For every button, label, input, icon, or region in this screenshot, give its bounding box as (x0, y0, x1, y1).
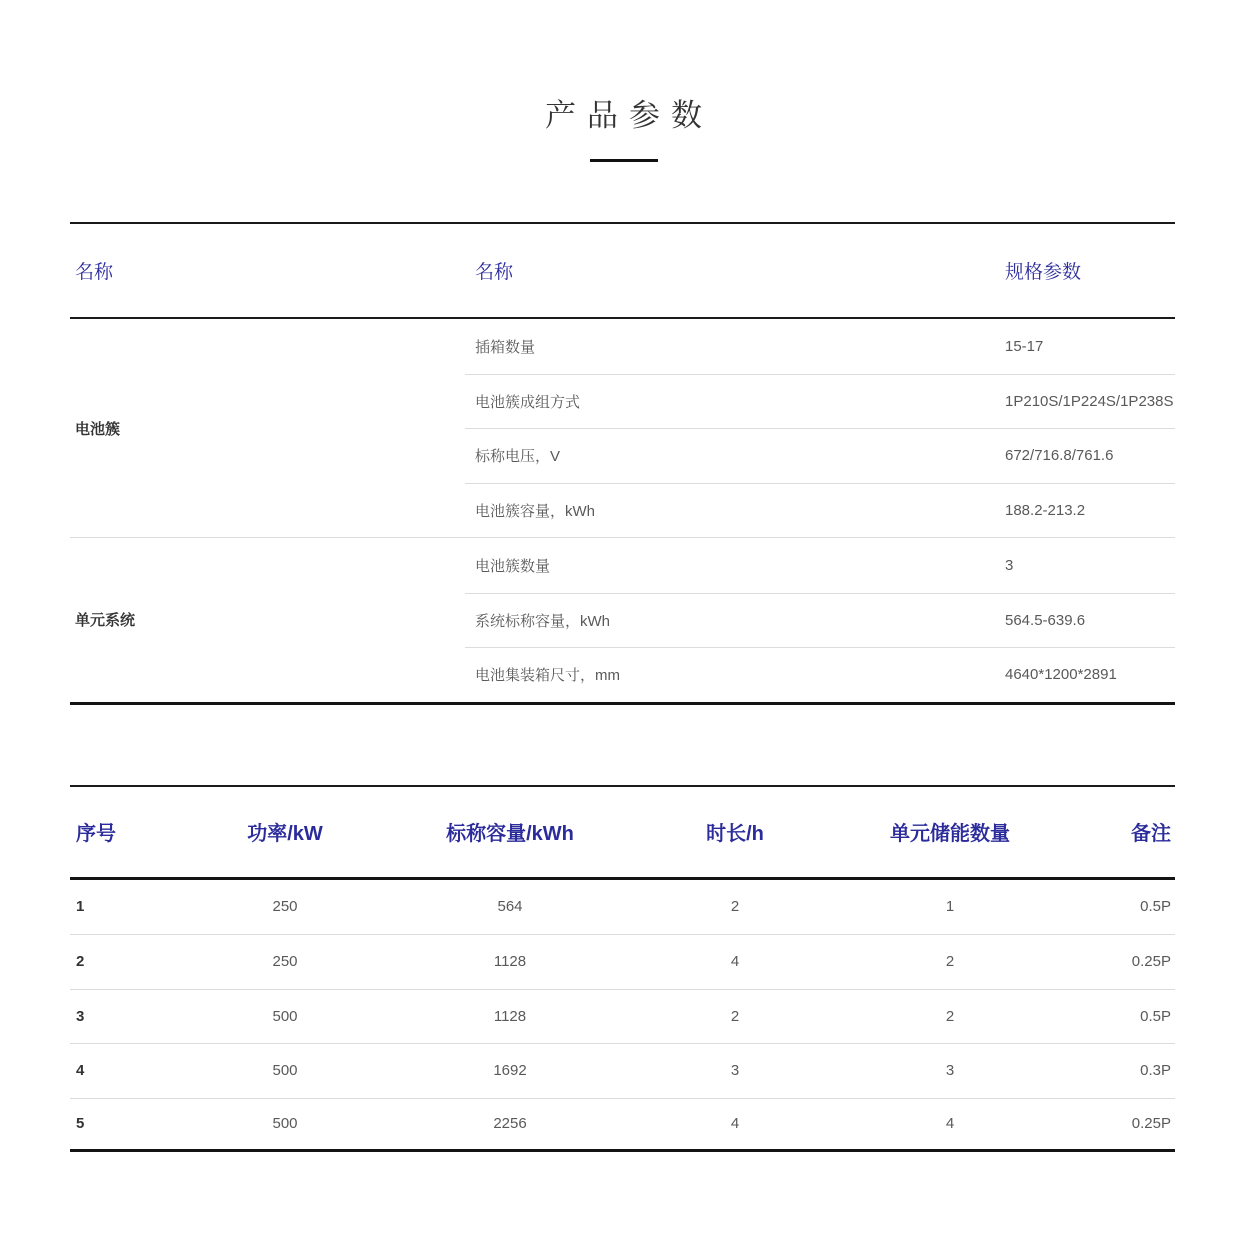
cell-units: 2 (945, 953, 955, 971)
table-row (465, 593, 1175, 648)
cell-remark: 0.5P (1140, 1007, 1171, 1025)
spec-group-label: 单元系统 (75, 612, 136, 630)
cell-index: 3 (76, 1007, 85, 1025)
cell-duration: 3 (730, 1062, 740, 1080)
cell-duration: 2 (730, 898, 740, 916)
cell-power: 500 (272, 1115, 298, 1133)
spec-row-value: 564.5-639.6 (1005, 611, 1086, 629)
spec-row-value: 188.2-213.2 (1005, 501, 1086, 519)
cell-units: 4 (945, 1115, 955, 1133)
spec-table-header (70, 224, 1175, 319)
table-row (465, 647, 1175, 702)
table-row (465, 538, 1175, 593)
model-header-power: 功率/kW (247, 823, 323, 845)
cell-index: 1 (76, 898, 85, 916)
cell-remark: 0.3P (1140, 1062, 1171, 1080)
model-table-header (70, 787, 1175, 880)
cell-duration: 4 (730, 1115, 740, 1133)
cell-index: 4 (76, 1062, 85, 1080)
cell-index: 2 (76, 953, 85, 971)
cell-units: 1 (945, 898, 955, 916)
cell-remark: 0.25P (1131, 1115, 1171, 1133)
table-row (465, 319, 1175, 374)
spec-row-label: 电池簇数量 (475, 557, 551, 575)
table-row (70, 1043, 1175, 1098)
table-row (70, 934, 1175, 989)
spec-row-label: 电池簇容量，kWh (475, 502, 596, 520)
cell-power: 500 (272, 1007, 298, 1025)
page-title: 产品参数 (545, 98, 713, 133)
cell-units: 3 (945, 1062, 955, 1080)
spec-group-battery-cluster (70, 319, 1175, 537)
model-header-duration: 时长/h (706, 823, 764, 845)
cell-index: 5 (76, 1115, 85, 1133)
spec-row-label: 系统标称容量，kWh (475, 612, 611, 630)
spec-row-label: 标称电压，V (475, 448, 561, 466)
cell-units: 2 (945, 1007, 955, 1025)
table-row (70, 880, 1175, 935)
cell-duration: 2 (730, 1007, 740, 1025)
spec-row-value: 4640*1200*2891 (1005, 666, 1117, 684)
model-header-remark: 备注 (1131, 823, 1171, 845)
title-underline-divider (590, 159, 658, 162)
spec-header-name-col: 名称 (475, 262, 514, 283)
spec-group-rows (465, 319, 1175, 537)
spec-row-value: 1P210S/1P224S/1P238S (1005, 392, 1174, 410)
spec-row-value: 15-17 (1005, 337, 1044, 355)
spec-table (70, 222, 1175, 705)
spec-group-rows (465, 538, 1175, 702)
spec-group-unit-system (70, 537, 1175, 702)
cell-power: 250 (272, 898, 298, 916)
cell-power: 250 (272, 953, 298, 971)
spec-row-label: 电池簇成组方式 (475, 393, 581, 411)
cell-capacity: 1128 (493, 953, 527, 971)
spec-row-value: 672/716.8/761.6 (1005, 447, 1114, 465)
table-row (465, 483, 1175, 538)
table-row (465, 374, 1175, 429)
spec-header-group-col: 名称 (75, 262, 114, 283)
cell-capacity: 564 (497, 898, 523, 916)
model-header-units: 单元储能数量 (890, 823, 1010, 845)
cell-power: 500 (272, 1062, 298, 1080)
cell-remark: 0.5P (1140, 898, 1171, 916)
cell-remark: 0.25P (1131, 953, 1171, 971)
model-header-capacity: 标称容量/kWh (446, 823, 574, 845)
table-row (70, 989, 1175, 1044)
cell-capacity: 1692 (493, 1062, 527, 1080)
spec-group-label: 电池簇 (75, 420, 121, 438)
cell-capacity: 2256 (493, 1115, 527, 1133)
spec-row-value: 3 (1005, 556, 1014, 574)
model-table (70, 785, 1175, 1153)
model-header-index: 序号 (76, 823, 116, 845)
title-section (0, 0, 1247, 162)
spec-row-label: 插箱数量 (475, 338, 536, 356)
spec-header-spec-col: 规格参数 (1005, 262, 1082, 283)
spec-row-label: 电池集装箱尺寸，mm (475, 667, 620, 685)
cell-capacity: 1128 (493, 1007, 527, 1025)
cell-duration: 4 (730, 953, 740, 971)
table-row (70, 1098, 1175, 1153)
table-row (465, 428, 1175, 483)
